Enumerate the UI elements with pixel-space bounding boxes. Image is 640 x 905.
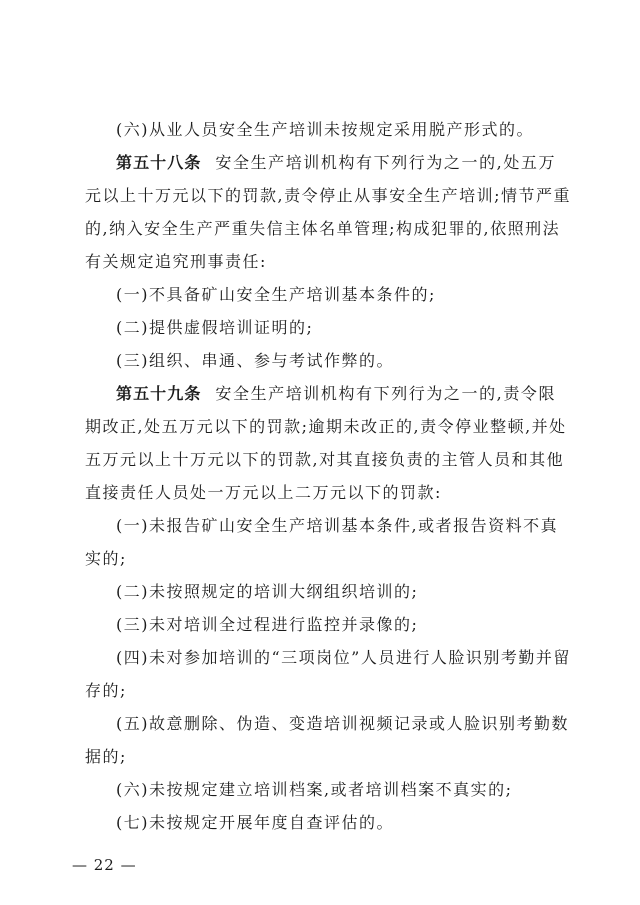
text-line: 元以上十万元以下的罚款,责令停止从事安全生产培训;情节严重: [85, 186, 571, 205]
text-line: 安全生产培训机构有下列行为之一的,责令限: [215, 384, 556, 403]
text-line: 实的;: [85, 549, 127, 568]
article-heading-line: [116, 384, 556, 404]
article-title: 第五十八条: [116, 153, 202, 172]
page-number: — 22 —: [72, 856, 137, 874]
text-line: (三)组织、串通、参与考试作弊的。: [116, 351, 394, 370]
text-line: (五)故意删除、伪造、变造培训视频记录或人脸识别考勤数: [116, 714, 569, 733]
text-line: (三)未对培训全过程进行监控并录像的;: [116, 615, 419, 634]
text-line: (一)未报告矿山安全生产培训基本条件,或者报告资料不真: [116, 516, 559, 535]
text-line: 的,纳入安全生产严重失信主体名单管理;构成犯罪的,依照刑法: [85, 219, 561, 238]
text-line: 五万元以上十万元以下的罚款,对其直接负责的主管人员和其他: [85, 450, 565, 469]
text-line: 有关规定追究刑事责任:: [85, 252, 267, 271]
text-line: 直接责任人员处一万元以上二万元以下的罚款:: [85, 483, 442, 502]
text-line: (四)未对参加培训的“三项岗位”人员进行人脸识别考勤并留: [116, 648, 571, 667]
text-line: (二)未按照规定的培训大纲组织培训的;: [116, 582, 419, 601]
text-line: (一)不具备矿山安全生产培训基本条件的;: [116, 285, 436, 304]
text-line: 安全生产培训机构有下列行为之一的,处五万: [215, 153, 556, 172]
text-line: (二)提供虚假培训证明的;: [116, 318, 314, 337]
text-line: (七)未按规定开展年度自查评估的。: [116, 813, 394, 832]
text-line: 据的;: [85, 747, 127, 766]
article-heading-line: [116, 153, 556, 173]
article-title: 第五十九条: [116, 384, 202, 403]
text-line: 期改正,处五万元以下的罚款;逾期未改正的,责令停业整顿,并处: [85, 417, 567, 436]
text-line: 存的;: [85, 681, 127, 700]
text-line: (六)从业人员安全生产培训未按规定采用脱产形式的。: [116, 120, 534, 139]
text-line: (六)未按规定建立培训档案,或者培训档案不真实的;: [116, 780, 513, 799]
